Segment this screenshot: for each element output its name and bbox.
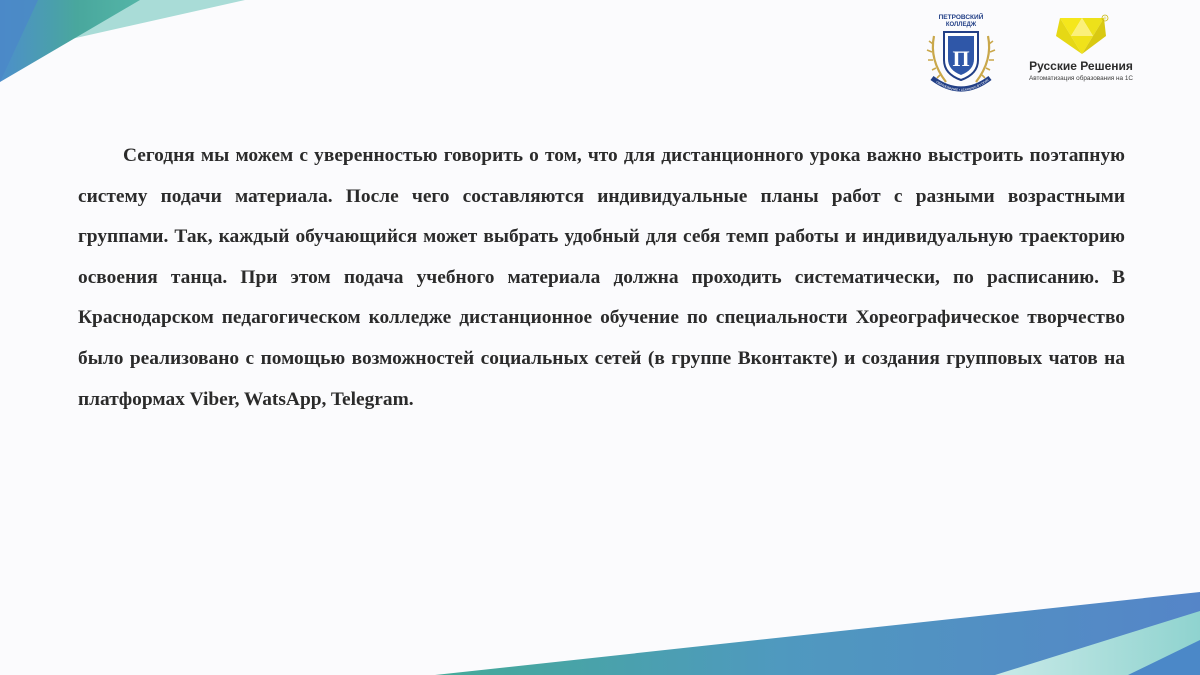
slide-body-text: Сегодня мы можем с уверенностью говорить о том, что для дистанционного урока важно выстроить поэтапную систему подачи материала. После чего составляются индивидуальные планы работ с разными возрастными группами. Так, каждый обучающийся может выбрать удобный для себя темп работы и индивидуальную траекторию освоения танца. При этом подача учебного материала должна проходить систематически, по расписанию. В Краснодарском педагогическом колледже дистанционное обучение по специальности Хореографическое творчество было реализовано с помощью возможностей социальных сетей (в группе Вконтакте) и создания групповых чатов на платформах Viber, WatsApp, Telegram. bbox=[78, 145, 1125, 410]
top-left-dark-edge bbox=[0, 0, 38, 82]
russkie-resheniya-logo bbox=[1016, 12, 1146, 96]
russkie-resheniya-name: Русские Решения bbox=[1029, 59, 1133, 73]
svg-text:П: П bbox=[952, 46, 970, 71]
svg-text:ОБРАЗОВАНИЕ • LEARNING BY DOIN: ОБРАЗОВАНИЕ • LEARNING BY DOIN bbox=[935, 78, 990, 93]
petrovsky-college-emblem-icon bbox=[924, 12, 998, 96]
hexagon-logo-icon bbox=[1052, 14, 1110, 58]
svg-text:КОЛЛЕДЖ: КОЛЛЕДЖ bbox=[945, 22, 977, 28]
russkie-resheniya-tagline: Автоматизация образования на 1С bbox=[1028, 75, 1134, 82]
partner-logos bbox=[924, 12, 1146, 98]
bottom-right-blue-edge bbox=[1128, 640, 1200, 675]
bottom-right-light-stripe bbox=[995, 611, 1200, 675]
svg-text:ПЕТРОВСКИЙ: ПЕТРОВСКИЙ bbox=[938, 14, 984, 21]
svg-text:®: ® bbox=[1103, 16, 1107, 21]
petrovsky-college-logo bbox=[924, 12, 998, 96]
bottom-right-main-triangle bbox=[435, 592, 1200, 675]
top-left-main-triangle bbox=[0, 0, 140, 82]
top-left-light-stripe bbox=[0, 0, 245, 55]
